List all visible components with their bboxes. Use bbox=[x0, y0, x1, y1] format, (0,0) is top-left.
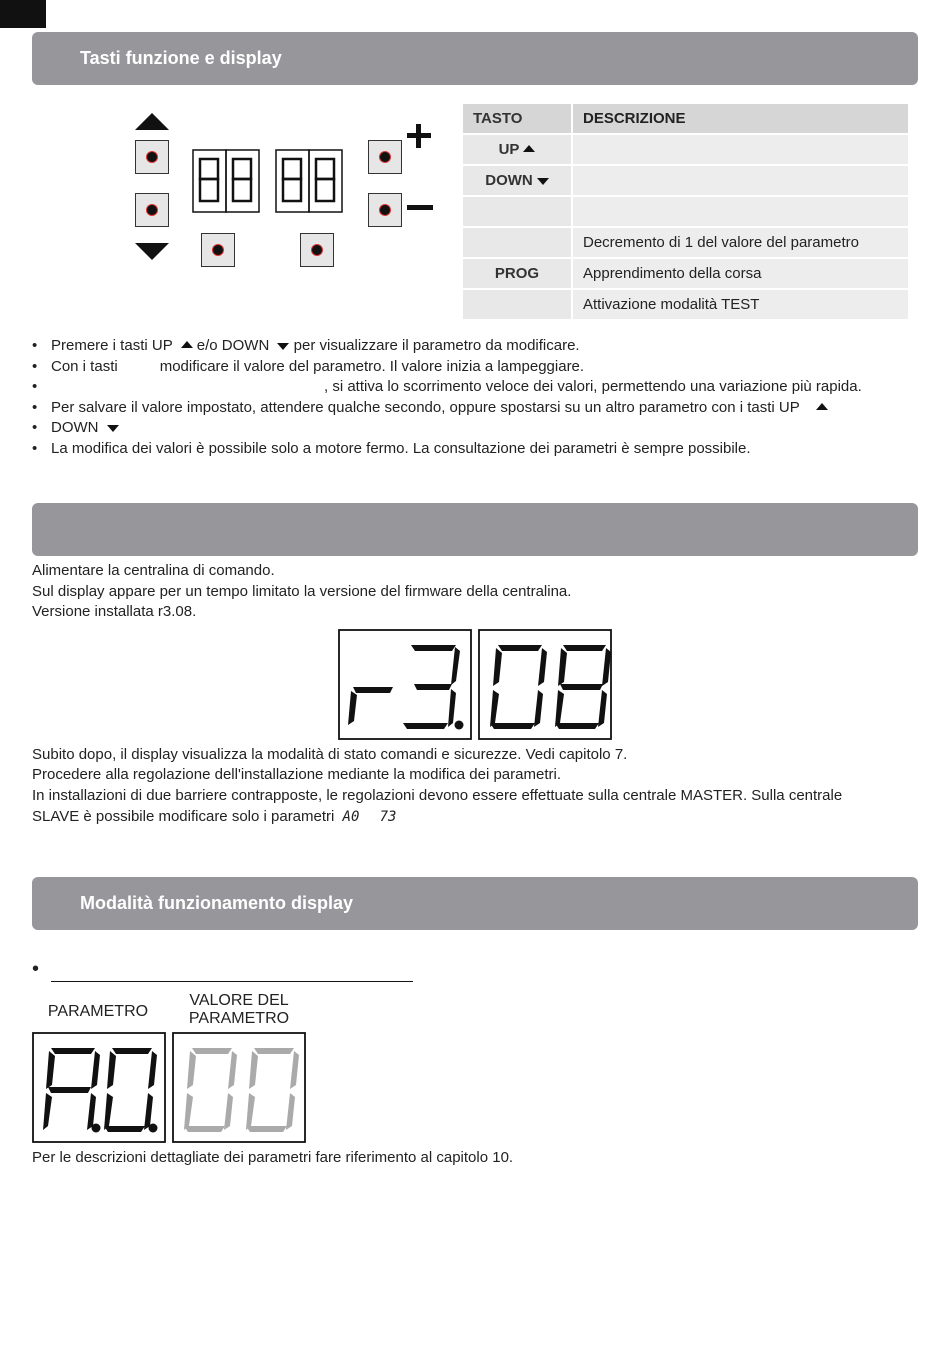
key-description-table bbox=[463, 102, 910, 321]
down-arrow-icon bbox=[135, 243, 169, 260]
up-arrow-icon bbox=[135, 113, 169, 130]
table-header-row bbox=[463, 104, 910, 133]
up-arrow-icon bbox=[816, 403, 828, 410]
startup-line-3: Versione installata r3.08. bbox=[32, 603, 197, 620]
prog-key[interactable] bbox=[201, 233, 235, 267]
down-arrow-icon bbox=[537, 178, 549, 185]
table-cell-key: PROG bbox=[463, 259, 573, 288]
blank-underline bbox=[51, 981, 413, 982]
bullet-dot: • bbox=[32, 958, 40, 980]
table-cell-desc: Decremento di 1 del valore del parametro bbox=[573, 228, 910, 257]
down-arrow-icon bbox=[107, 425, 119, 432]
table-cell-key: DOWN bbox=[463, 166, 573, 195]
firmware-version-display bbox=[338, 629, 613, 740]
list-item: • DOWN bbox=[32, 418, 922, 439]
startup-line-4: Subito dopo, il display visualizza la modalità di stato comandi e sicurezze. Vedi capitolo 7. bbox=[32, 746, 628, 763]
table-row bbox=[463, 259, 910, 288]
list-item: • Per salvare il valore impostato, attendere qualche secondo, oppure spostarsi su un altro parametro con i tasti UP bbox=[32, 398, 922, 419]
table-cell-desc bbox=[573, 166, 910, 195]
section-title: Modalità funzionamento display bbox=[80, 893, 354, 913]
instruction-list bbox=[32, 336, 922, 459]
table-cell-key bbox=[463, 290, 573, 319]
plus-icon bbox=[405, 122, 433, 150]
up-key[interactable] bbox=[135, 140, 169, 174]
minus-key[interactable] bbox=[368, 193, 402, 227]
table-cell-key bbox=[463, 197, 573, 226]
table-header-description: DESCRIZIONE bbox=[573, 104, 910, 133]
list-item: • La modifica dei valori è possibile solo a motore fermo. La consultazione dei parametri è sempre possibile. bbox=[32, 439, 922, 460]
startup-line-5: Procedere alla regolazione dell'installazione mediante la modifica dei parametri. bbox=[32, 766, 561, 783]
section-header-display-mode bbox=[32, 877, 918, 930]
page-corner-mark bbox=[0, 0, 46, 28]
list-item: • , si attiva lo scorrimento veloce dei valori, permettendo una variazione più rapida. bbox=[32, 377, 922, 398]
section-title: Tasti funzione e display bbox=[80, 48, 282, 68]
section-header-keys bbox=[32, 32, 918, 85]
up-arrow-icon bbox=[523, 145, 535, 152]
up-arrow-icon bbox=[181, 341, 193, 348]
table-row bbox=[463, 135, 910, 164]
down-arrow-icon bbox=[277, 343, 289, 350]
startup-line-7: SLAVE è possibile modificare solo i parametri A0 73 bbox=[32, 808, 397, 825]
table-cell-key: UP bbox=[463, 135, 573, 164]
list-item: • Premere i tasti UP e/o DOWN per visualizzare il parametro da modificare. bbox=[32, 336, 922, 357]
param-code-73: 73 bbox=[379, 809, 397, 825]
table-row bbox=[463, 228, 910, 257]
table-row bbox=[463, 166, 910, 195]
list-item: • Con i tasti modificare il valore del parametro. Il valore inizia a lampeggiare. bbox=[32, 357, 922, 378]
table-cell-desc: Attivazione modalità TEST bbox=[573, 290, 910, 319]
param-code-a0: A0 bbox=[342, 809, 360, 825]
startup-line-6: In installazioni di due barriere contrapposte, le regolazioni devono essere effettuate sulla centrale MASTER. Sulla centrale bbox=[32, 787, 843, 804]
table-cell-key bbox=[463, 228, 573, 257]
plus-key[interactable] bbox=[368, 140, 402, 174]
table-cell-desc bbox=[573, 135, 910, 164]
test-key[interactable] bbox=[300, 233, 334, 267]
table-row bbox=[463, 290, 910, 319]
startup-line-2: Sul display appare per un tempo limitato la versione del firmware della centralina. bbox=[32, 583, 572, 600]
display-88-88 bbox=[192, 149, 344, 213]
label-parameter: PARAMETRO bbox=[47, 1003, 149, 1020]
parameter-display bbox=[32, 1032, 307, 1143]
minus-icon bbox=[407, 203, 435, 213]
table-cell-desc: Apprendimento della corsa bbox=[573, 259, 910, 288]
section-header-startup bbox=[32, 503, 918, 556]
label-value: VALORE DEL PARAMETRO bbox=[188, 992, 290, 1027]
startup-line-1: Alimentare la centralina di comando. bbox=[32, 562, 275, 579]
table-row bbox=[463, 197, 910, 226]
down-key[interactable] bbox=[135, 193, 169, 227]
display-mode-footer: Per le descrizioni dettagliate dei parametri fare riferimento al capitolo 10. bbox=[32, 1149, 514, 1166]
table-cell-desc bbox=[573, 197, 910, 226]
table-header-key: TASTO bbox=[463, 104, 573, 133]
